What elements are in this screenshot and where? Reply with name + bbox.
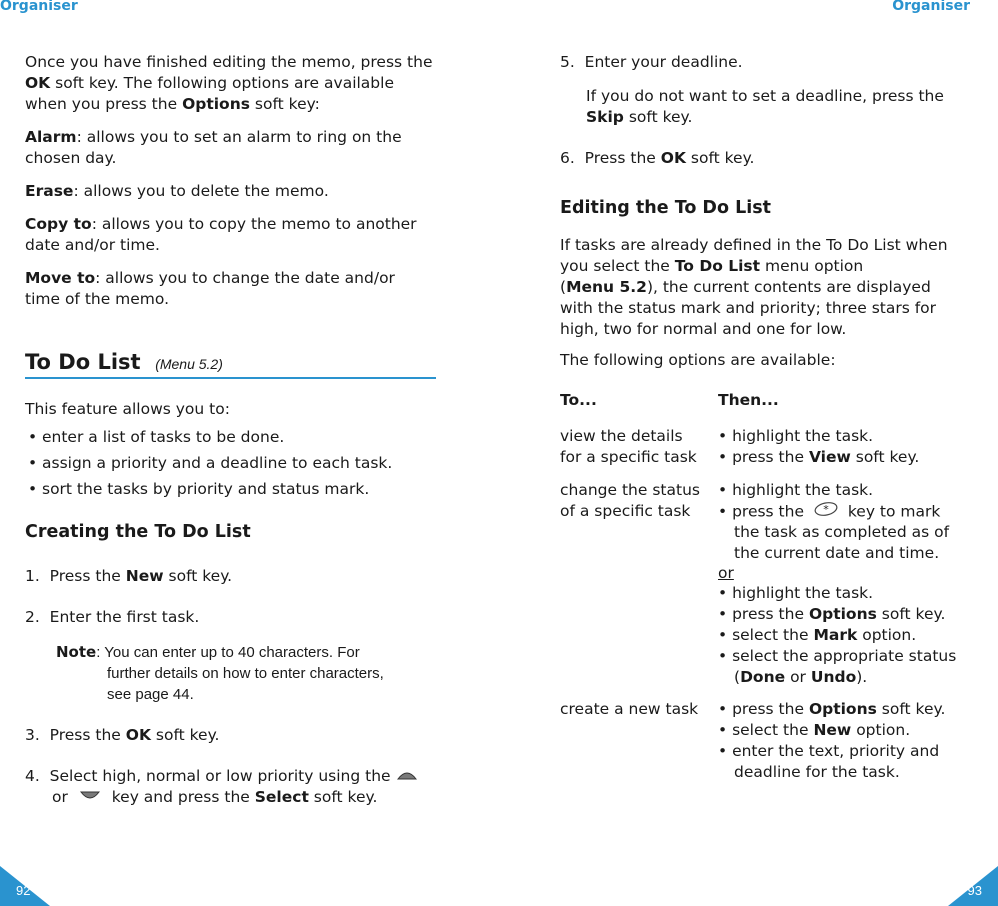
edit-para-1: If tasks are already defined in the To Do List when bbox=[560, 236, 948, 254]
option-alarm: Alarm: allows you to set an alarm to ring on the bbox=[25, 128, 402, 146]
row-change-then-1: • highlight the task. bbox=[718, 481, 874, 499]
step-3: 3. Press the OK soft key. bbox=[25, 726, 220, 744]
edit-para-2: you select the To Do List menu option bbox=[560, 257, 864, 275]
row-view-then-2: • press the View soft key. bbox=[718, 448, 920, 466]
section-rule bbox=[25, 377, 436, 379]
row-change-then-8: • select the appropriate status bbox=[718, 647, 957, 665]
row-change-then-9: (Done or Undo). bbox=[734, 668, 868, 686]
bullet-3: • sort the tasks by priority and status mark. bbox=[28, 480, 370, 498]
up-key-icon bbox=[396, 766, 418, 787]
header-left: Organiser bbox=[0, 0, 78, 14]
option-alarm-cont: chosen day. bbox=[25, 149, 117, 167]
row-change-then-2: • press the * key to mark bbox=[718, 501, 940, 523]
row-view-to-2: for a specific task bbox=[560, 448, 697, 466]
edit-para-5: high, two for normal and one for low. bbox=[560, 320, 847, 338]
step-6: 6. Press the OK soft key. bbox=[560, 149, 755, 167]
svg-text:*: * bbox=[823, 503, 829, 516]
step-5-sub2: Skip soft key. bbox=[586, 108, 693, 126]
note-line2: further details on how to enter characters, bbox=[107, 665, 384, 682]
row-change-then-6: • press the Options soft key. bbox=[718, 605, 946, 623]
option-copy-cont: date and/or time. bbox=[25, 236, 160, 254]
section-menu-ref: (Menu 5.2) bbox=[155, 356, 223, 372]
star-key-icon bbox=[813, 501, 839, 523]
step-2: 2. Enter the first task. bbox=[25, 608, 200, 626]
step-1: 1. Press the New soft key. bbox=[25, 567, 233, 585]
col-header-to: To... bbox=[560, 391, 597, 409]
row-change-then-7: • select the Mark option. bbox=[718, 626, 917, 644]
step-5-sub1: If you do not want to set a deadline, press the bbox=[586, 87, 944, 105]
row-change-then-4: the current date and time. bbox=[734, 544, 940, 562]
note-line1: Note: You can enter up to 40 characters. For bbox=[56, 643, 360, 661]
row-create-then-4: deadline for the task. bbox=[734, 763, 900, 781]
down-key-icon bbox=[79, 787, 101, 808]
row-change-then-3: the task as completed as of bbox=[734, 523, 950, 541]
option-copy: Copy to: allows you to copy the memo to another bbox=[25, 215, 417, 233]
row-create-to-1: create a new task bbox=[560, 700, 699, 718]
row-view-to-1: view the details bbox=[560, 427, 683, 445]
edit-para-3: (Menu 5.2), the current contents are displayed bbox=[560, 278, 931, 296]
following-options: The following options are available: bbox=[560, 351, 836, 369]
row-change-or: or bbox=[718, 564, 734, 582]
intro-line2: OK soft key. The following options are available bbox=[25, 74, 394, 92]
step-4-cont: or key and press the Select soft key. bbox=[52, 788, 378, 806]
note-line3: see page 44. bbox=[107, 686, 194, 703]
row-create-then-3: • enter the text, priority and bbox=[718, 742, 940, 760]
page-number-right: 93 bbox=[967, 883, 982, 898]
step-5: 5. Enter your deadline. bbox=[560, 53, 743, 71]
section-title: To Do List (Menu 5.2) bbox=[25, 350, 223, 374]
edit-para-4: with the status mark and priority; three stars for bbox=[560, 299, 937, 317]
step-4: 4. Select high, normal or low priority using the bbox=[25, 766, 418, 787]
option-move: Move to: allows you to change the date and/or bbox=[25, 269, 395, 287]
row-view-then-1: • highlight the task. bbox=[718, 427, 874, 445]
sub-title-creating: Creating the To Do List bbox=[25, 522, 251, 542]
option-erase: Erase: allows you to delete the memo. bbox=[25, 182, 329, 200]
row-change-then-5: • highlight the task. bbox=[718, 584, 874, 602]
sub-title-editing: Editing the To Do List bbox=[560, 198, 772, 218]
col-header-then: Then... bbox=[718, 391, 779, 409]
row-create-then-1: • press the Options soft key. bbox=[718, 700, 946, 718]
row-change-to-2: of a specific task bbox=[560, 502, 691, 520]
intro-line3: when you press the Options soft key: bbox=[25, 95, 320, 113]
feature-intro: This feature allows you to: bbox=[25, 400, 230, 418]
row-create-then-2: • select the New option. bbox=[718, 721, 911, 739]
bullet-1: • enter a list of tasks to be done. bbox=[28, 428, 285, 446]
intro-line1: Once you have finished editing the memo, press the bbox=[25, 53, 433, 71]
row-change-to-1: change the status bbox=[560, 481, 700, 499]
page-number-left: 92 bbox=[16, 883, 31, 898]
option-move-cont: time of the memo. bbox=[25, 290, 170, 308]
header-right: Organiser bbox=[892, 0, 970, 14]
bullet-2: • assign a priority and a deadline to each task. bbox=[28, 454, 393, 472]
